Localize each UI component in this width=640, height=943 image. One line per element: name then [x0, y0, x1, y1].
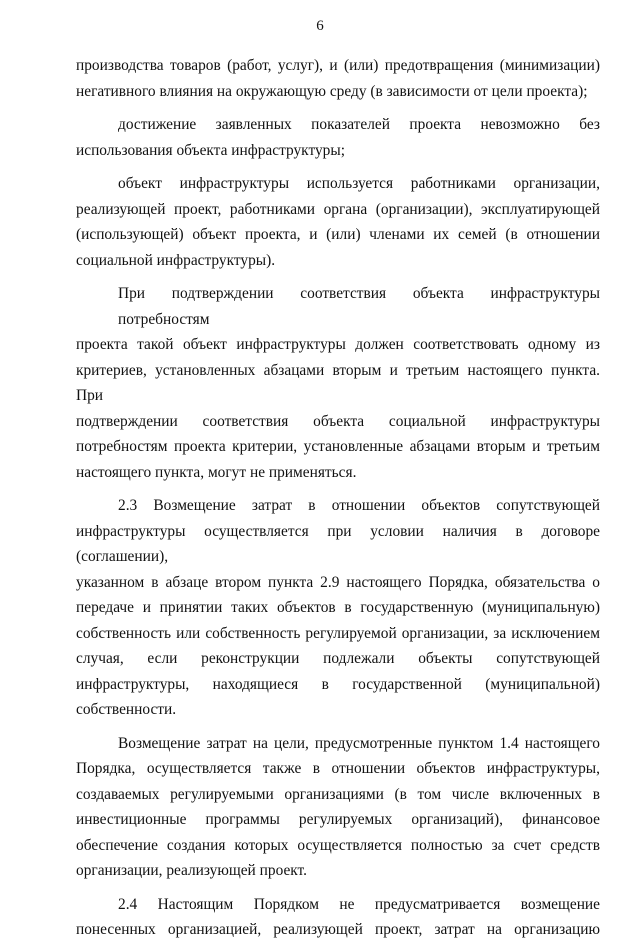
text-line: производства товаров (работ, услуг), и (или) предотвращения (минимизации): [76, 57, 600, 74]
paragraph-2: [76, 112, 600, 163]
document-body: [76, 53, 600, 943]
text-line: Возмещение затрат на цели, предусмотренные пунктом 1.4 настоящего: [118, 734, 600, 752]
paragraph-7: [76, 892, 600, 943]
text-line: собственности.: [76, 701, 177, 718]
text-line: обеспечение создания которых осуществляется полностью за счет средств: [76, 836, 600, 854]
paragraph-6: [76, 731, 600, 884]
text-line: понесенных организацией, реализующей проект, затрат на организацию: [76, 921, 600, 938]
text-line: (использующей) объект проекта, и (или) членами их семей (в отношении: [76, 226, 600, 243]
text-line: подтверждении соответствия объекта социальной инфраструктуры: [76, 412, 600, 430]
text-line: собственность или собственность регулируемой организации, за исключением: [76, 624, 600, 642]
paragraph-1: [76, 53, 600, 104]
page-number: 6: [316, 18, 324, 34]
text-line: 2.3 Возмещение затрат в отношении объектов сопутствующей: [118, 497, 600, 514]
text-line: 2.4 Настоящим Порядком не предусматривается возмещение: [118, 895, 600, 913]
text-line: случая, если реконструкции подлежали объекты сопутствующей: [76, 650, 600, 667]
text-line: объект инфраструктуры используется работниками организации,: [118, 175, 600, 192]
text-line: негативного влияния на окружающую среду (в зависимости от цели проекта);: [76, 82, 588, 100]
text-line: передаче и принятии таких объектов в государственную (муниципальную): [76, 599, 600, 616]
paragraph-3: [76, 171, 600, 273]
text-line: инвестиционные программы регулируемых организаций), финансовое: [76, 811, 600, 828]
paragraph-5: [76, 493, 600, 723]
text-line: Порядка, осуществляется также в отношении объектов инфраструктуры,: [76, 760, 600, 777]
text-line: проекта такой объект инфраструктуры должен соответствовать одному из: [76, 336, 600, 353]
text-line: указанном в абзаце втором пункта 2.9 настоящего Порядка, обязательства о: [76, 573, 600, 591]
text-line: использования объекта инфраструктуры;: [76, 141, 345, 159]
text-line: реализующей проект, работниками органа (организации), эксплуатирующей: [76, 200, 600, 218]
text-line: настоящего пункта, могут не применяться.: [76, 463, 357, 481]
text-line: достижение заявленных показателей проекта невозможно без: [118, 116, 600, 133]
text-line: потребностям проекта критерии, установленные абзацами вторым и третьим: [76, 438, 600, 455]
paragraph-4: [76, 281, 600, 485]
text-line: инфраструктуры, находящиеся в государственной (муниципальной): [76, 675, 600, 693]
text-line: критериев, установленных абзацами вторым и третьим настоящего пункта. При: [76, 361, 600, 404]
text-line: При подтверждении соответствия объекта инфраструктуры потребностям: [118, 285, 600, 328]
text-line: создаваемых регулируемыми организациями (в том числе включенных в: [76, 785, 600, 803]
text-line: социальной инфраструктуры).: [76, 251, 276, 269]
text-line: организации, реализующей проект.: [76, 862, 307, 879]
text-line: инфраструктуры осуществляется при условии наличия в договоре (соглашении),: [76, 522, 600, 565]
